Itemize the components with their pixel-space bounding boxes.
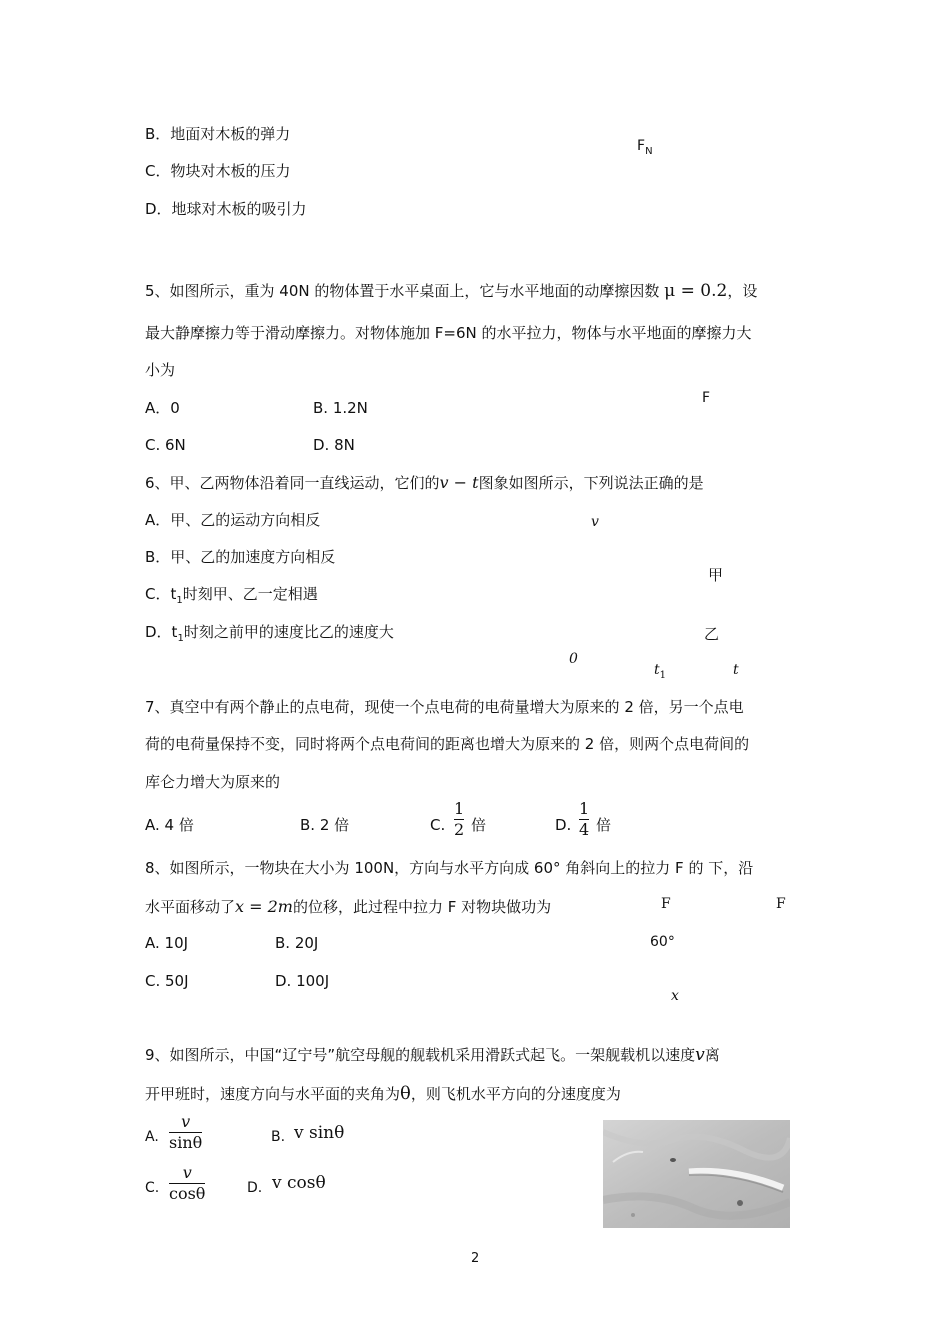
q5-option-b: B. 1.2N [313,399,368,417]
q7-stem-line3: 库仑力增大为原来的 [145,773,281,791]
q8-displacement-expression: x = 2m [235,897,293,916]
q6-figure-label-yi: 乙 [704,625,720,643]
q5-option-d: D. 8N [313,436,355,454]
q6-option-a: A．甲、乙的运动方向相反 [145,511,321,529]
q7-stem-line1: 7、真空中有两个静止的点电荷，现使一个点电荷的电荷量增大为原来的 2 倍，另一个点电 [145,698,744,716]
q7-option-d-label: D. [555,816,572,834]
q7-option-a: A. 4 倍 [145,816,194,834]
q5-mu-expression: μ = 0.2 [664,281,728,301]
q9-theta-symbol: θ [400,1083,411,1104]
q8-figure-label-f1: F [661,896,671,912]
q9-option-a-label: A. [145,1129,159,1145]
q9-option-d-expression: v cosθ [272,1173,326,1193]
q7-option-d-unit: 倍 [596,816,612,834]
q9-stem-line1: 9、如图所示，中国“辽宁号”航空母舰的舰载机采用滑跃式起飞。一架舰载机以速度v离 [145,1045,720,1065]
q6-vt-expression: v − t [439,473,479,492]
q8-stem-line2: 水平面移动了x = 2m的位移，此过程中拉力 F 对物块做功为 [145,897,552,916]
q6-figure-label-v: v [591,514,599,530]
q8-option-b: B. 20J [275,934,319,952]
q8-option-c: C. 50J [145,972,189,990]
q7-option-c-unit: 倍 [471,816,487,834]
q5-figure-label-f: F [702,390,711,406]
q7-stem-line2: 荷的电荷量保持不变，同时将两个点电荷间的距离也增大为原来的 2 倍，则两个点电荷间的 [145,735,750,753]
q8-stem-line1: 8、如图所示，一物块在大小为 100N，方向与水平方向成 60° 角斜向上的拉力 F 的 下，沿 [145,859,754,877]
q9-option-c-fraction: v cosθ [169,1163,206,1204]
carrier-photo-image [603,1120,790,1228]
q9-option-b-expression: v sinθ [294,1123,345,1143]
q6-option-d: D．$t_1$时刻之前甲的速度比乙的速度大 [145,623,394,644]
q9-option-d-label: D. [247,1180,263,1196]
q4-option-d: D．地球对木板的吸引力 [145,200,307,218]
q6-figure-label-t1: $t_1$ [654,662,667,681]
q8-figure-label-x: x [671,988,679,1004]
q4-option-c: C．物块对木板的压力 [145,162,291,180]
q6-figure-label-t: t [733,662,739,678]
q9-option-a-fraction: v sinθ [169,1112,203,1153]
page-number: 2 [471,1251,480,1266]
q4-option-b: B．地面对木板的弹力 [145,125,291,143]
q5-option-a: A．0 [145,399,180,417]
q6-option-b: B．甲、乙的加速度方向相反 [145,548,336,566]
q9-option-b-label: B. [271,1129,286,1145]
q9-velocity-symbol: v [695,1045,705,1065]
q8-figure-label-angle: 60° [650,934,675,950]
q4-figure-label-fn: $F_N$ [637,138,653,157]
q6-figure-label-origin: 0 [569,651,578,667]
q6-option-c: C．$t_1$时刻甲、乙一定相遇 [145,585,318,606]
q7-option-c-fraction: 1 2 [454,799,465,840]
q8-option-d: D. 100J [275,972,330,990]
q9-stem-line2: 开甲班时，速度方向与水平面的夹角为θ，则飞机水平方向的分速度度为 [145,1083,621,1104]
q5-stem-line3: 小为 [145,361,176,379]
q9-option-c-label: C. [145,1180,160,1196]
q7-option-b: B. 2 倍 [300,816,350,834]
q6-figure-label-jia: 甲 [708,566,724,584]
q6-stem-line1: 6、甲、乙两物体沿着同一直线运动，它们的v − t图象如图所示，下列说法正确的是 [145,473,704,492]
q9-carrier-photo [603,1120,790,1228]
q7-option-d-fraction: 1 4 [579,799,590,840]
q5-stem-line2: 最大静摩擦力等于滑动摩擦力。对物体施加 F=6N 的水平拉力，物体与水平地面的摩擦力大 [145,324,752,342]
q5-option-c: C. 6N [145,436,186,454]
q8-figure-label-f2: F [776,896,786,912]
q5-stem-line1: 5、如图所示，重为 40N 的物体置于水平桌面上，它与水平地面的动摩擦因数 μ = 0.2，设 [145,281,758,301]
q8-option-a: A. 10J [145,934,189,952]
q7-option-c-label: C. [430,816,446,834]
